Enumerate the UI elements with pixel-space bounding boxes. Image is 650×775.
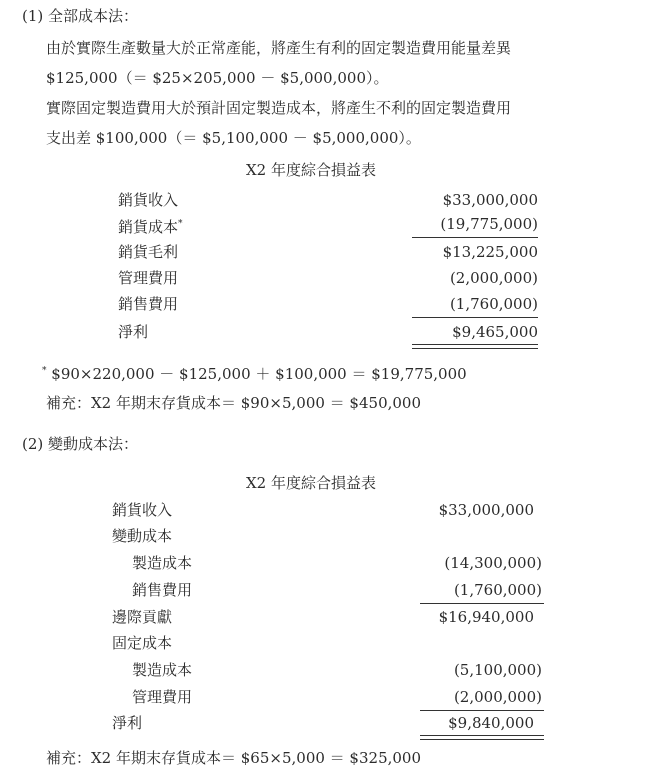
s2-row-value-var-manufacturing: (14,300,000)	[444, 554, 542, 572]
s1-row-value-admin: (2,000,000)	[449, 269, 538, 287]
section1-para2-line1: 實際固定製造費用大於預計固定製造成本，將產生不利的固定製造費用	[46, 99, 512, 117]
s1-row-label-selling: 銷售費用	[118, 295, 179, 313]
s1-row-value-cogs: (19,775,000)	[440, 215, 538, 233]
s2-row-label-var-selling: 銷售費用	[132, 581, 193, 599]
s2-row-value-net-income: $9,840,000	[448, 714, 534, 732]
s2-row-value-var-selling: (1,760,000)	[453, 581, 542, 599]
s2-row-label-variable-cost: 變動成本	[112, 527, 173, 545]
s1-row-label-sales: 銷貨收入	[118, 191, 179, 209]
section1-table-title: X2 年度綜合損益表	[246, 161, 376, 179]
underline-admin	[420, 710, 544, 711]
s1-row-value-net-income: $9,465,000	[452, 323, 538, 341]
s2-row-value-admin: (2,000,000)	[453, 688, 542, 706]
s2-row-label-fixed-manufacturing: 製造成本	[132, 661, 193, 679]
s2-row-value-fixed-manufacturing: (5,100,000)	[453, 661, 542, 679]
s1-row-label-cogs: 銷貨成本*	[118, 218, 183, 236]
section1-heading: (1) 全部成本法：	[22, 7, 139, 25]
s2-row-label-var-manufacturing: 製造成本	[132, 554, 193, 572]
s1-row-label-gross-profit: 銷貨毛利	[118, 243, 179, 261]
s1-row-label-net-income: 淨利	[118, 323, 149, 341]
double-underline-s2-net-income	[420, 735, 544, 740]
s2-row-label-sales: 銷貨收入	[112, 501, 173, 519]
underline-selling	[412, 317, 538, 318]
s2-row-value-contribution: $16,940,000	[438, 608, 534, 626]
s1-row-value-selling: (1,760,000)	[449, 295, 538, 313]
s2-row-value-sales: $33,000,000	[438, 501, 534, 519]
s2-row-label-contribution: 邊際貢獻	[112, 608, 173, 626]
footnote-asterisk: *	[42, 366, 47, 376]
s2-row-label-fixed-cost: 固定成本	[112, 634, 173, 652]
section2-table-title: X2 年度綜合損益表	[246, 474, 376, 492]
s1-row-value-sales: $33,000,000	[442, 191, 538, 209]
s1-row-label-admin: 管理費用	[118, 269, 179, 287]
s2-row-label-admin: 管理費用	[132, 688, 193, 706]
section1-supplement: 補充：X2 年期末存貨成本＝ $90×5,000 ＝ $450,000	[46, 394, 422, 412]
double-underline-net-income	[412, 344, 538, 349]
underline-cogs	[412, 237, 538, 238]
section2-supplement: 補充：X2 年期末存貨成本＝ $65×5,000 ＝ $325,000	[46, 749, 422, 767]
s2-row-label-net-income: 淨利	[112, 714, 143, 732]
section2-heading: (2) 變動成本法：	[22, 435, 139, 453]
underline-var-selling	[420, 603, 544, 604]
section1-para2-line2: 支出差 $100,000（＝ $5,100,000 － $5,000,000）。	[46, 129, 421, 147]
asterisk-mark: *	[178, 219, 183, 229]
section1-footnote: * $90×220,000 － $125,000 ＋ $100,000 ＝ $19,775,000	[42, 365, 467, 383]
s1-row-value-gross-profit: $13,225,000	[442, 243, 538, 261]
section1-para1-line1: 由於實際生產數量大於正常產能，將產生有利的固定製造費用能量差異	[46, 39, 512, 57]
section1-para1-line2: $125,000（＝ $25×205,000 － $5,000,000）。	[46, 69, 389, 87]
